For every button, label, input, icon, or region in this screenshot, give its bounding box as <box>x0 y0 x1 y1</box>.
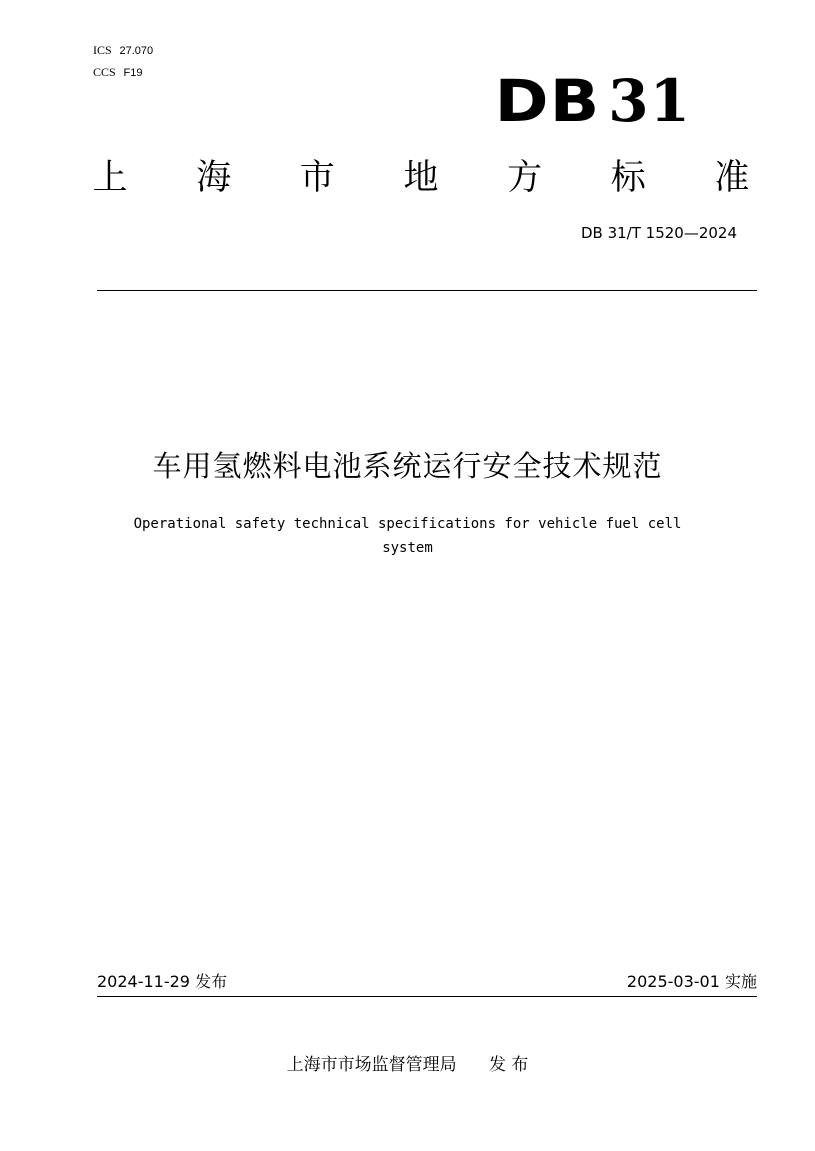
standard-type-heading <box>90 154 752 202</box>
english-title-line1: Operational safety technical specifications for vehicle fuel cell <box>133 516 682 532</box>
publisher-action: 发 布 <box>489 1055 529 1075</box>
classification-codes <box>93 40 153 84</box>
ccs-label: CCS <box>93 65 116 79</box>
ics-row <box>93 40 153 62</box>
ccs-row <box>93 62 153 84</box>
standard-type-char: 海 <box>196 158 232 198</box>
standard-type-char: 方 <box>507 158 543 198</box>
standard-type-char: 上 <box>92 158 128 198</box>
logo-letters: DB <box>494 67 601 135</box>
standard-type-char: 标 <box>610 158 646 198</box>
publisher-organization: 上海市市场监督管理局 <box>286 1055 457 1075</box>
english-title <box>100 512 715 560</box>
publisher-line <box>0 1052 815 1078</box>
ics-code: 27.070 <box>119 45 154 57</box>
db31-logo <box>494 67 691 135</box>
chinese-title: 车用氢燃料电池系统运行安全技术规范 <box>152 449 663 483</box>
date-row <box>97 968 757 997</box>
logo-number: 31 <box>608 67 691 135</box>
standard-type-char: 准 <box>714 158 750 198</box>
standard-number: DB 31/T 1520—2024 <box>580 224 737 242</box>
english-title-line2: system <box>382 540 433 556</box>
header-divider <box>97 290 757 291</box>
issue-date: 2024-11-29 发布 <box>97 972 228 991</box>
standard-type-char: 市 <box>299 158 335 198</box>
ccs-code: F19 <box>123 67 143 79</box>
ics-label: ICS <box>93 43 112 57</box>
implementation-date: 2025-03-01 实施 <box>626 972 757 991</box>
standard-type-char: 地 <box>403 158 439 198</box>
